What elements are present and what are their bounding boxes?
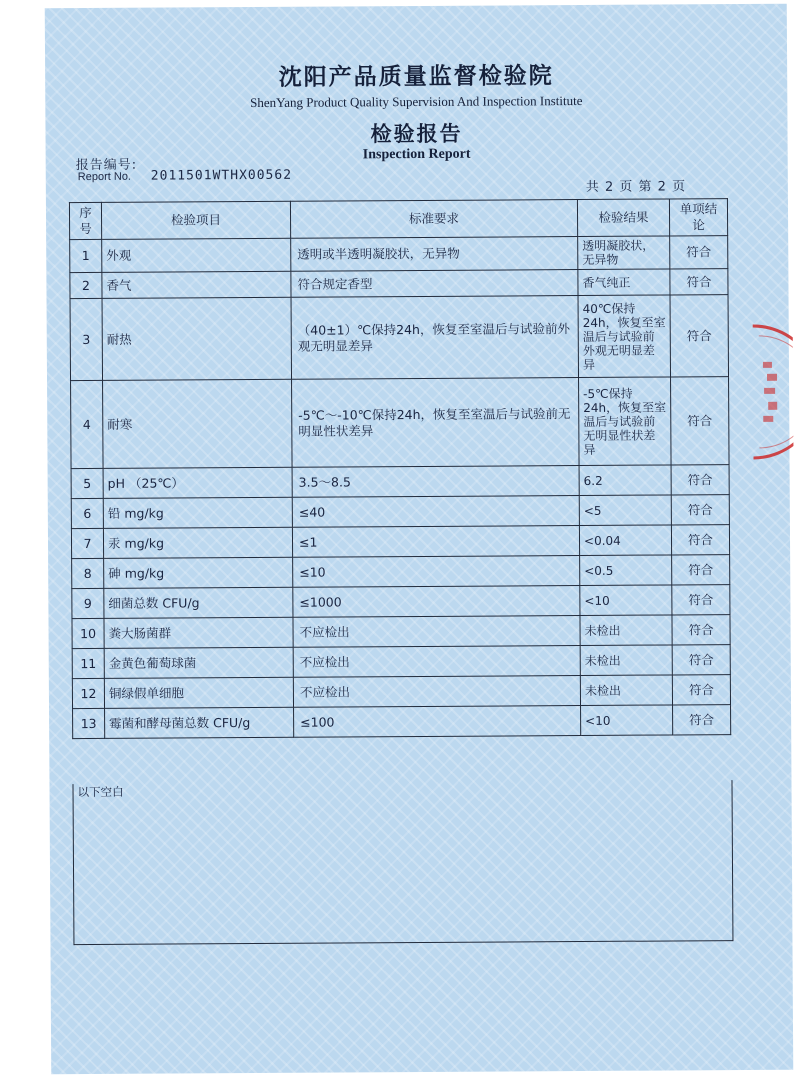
row-conclusion: 符合 <box>672 585 730 615</box>
row-conclusion: 符合 <box>671 495 729 525</box>
inspection-table <box>69 198 731 739</box>
row-item: 耐寒 <box>103 379 293 468</box>
header-item: 检验项目 <box>101 201 290 239</box>
table-row <box>72 675 730 709</box>
row-result: 未检出 <box>580 615 672 646</box>
row-requirement: 符合规定香型 <box>291 270 578 298</box>
row-result: <10 <box>580 585 672 616</box>
table-row <box>72 645 730 679</box>
row-requirement: 不应检出 <box>293 646 580 678</box>
row-no: 5 <box>71 468 103 498</box>
header-conclusion: 单项结论 <box>669 199 727 236</box>
blank-area <box>72 780 733 945</box>
row-result: <0.5 <box>580 555 672 586</box>
row-requirement: 不应检出 <box>293 676 580 708</box>
row-conclusion: 符合 <box>670 236 728 269</box>
row-conclusion: 符合 <box>672 615 730 645</box>
header-result: 检验结果 <box>577 199 669 237</box>
report-no-value: 2011501WTHX00562 <box>150 167 293 184</box>
report-title-cn: 检验报告 <box>370 121 463 147</box>
table-row <box>72 585 730 619</box>
report-title-en: Inspection Report <box>362 146 471 163</box>
table-row <box>71 465 729 499</box>
row-conclusion: 符合 <box>671 525 729 555</box>
table-row <box>72 555 730 589</box>
row-conclusion: 符合 <box>670 269 728 295</box>
report-no-label-en: Report No. <box>77 170 132 184</box>
row-conclusion: 符合 <box>672 555 730 585</box>
row-no: 12 <box>72 678 104 708</box>
table-row <box>73 705 731 739</box>
header-requirement: 标准要求 <box>290 200 577 239</box>
row-result: 未检出 <box>580 645 672 676</box>
row-item: 砷 mg/kg <box>104 557 293 588</box>
row-result: 6.2 <box>579 465 671 496</box>
row-conclusion: 符合 <box>671 377 730 465</box>
row-no: 2 <box>70 272 102 298</box>
table-row <box>71 525 729 559</box>
red-seal-stamp <box>723 322 794 462</box>
table-row <box>70 295 728 381</box>
row-no: 11 <box>72 648 104 678</box>
row-requirement: ≤100 <box>294 706 581 738</box>
row-requirement: 不应检出 <box>293 616 580 648</box>
row-requirement: -5℃～-10℃保持24h，恢复至室温后与试验前无明显性状差异 <box>292 378 580 468</box>
row-no: 3 <box>70 298 103 380</box>
row-result: <0.04 <box>579 525 671 556</box>
row-item: 香气 <box>102 271 291 298</box>
table-row <box>70 269 728 299</box>
row-no: 6 <box>71 498 103 528</box>
table-row <box>71 377 730 469</box>
table-header-row <box>69 199 727 240</box>
row-item: 耐热 <box>102 297 291 380</box>
row-requirement: （40±1）℃保持24h，恢复至室温后与试验前外观无明显差异 <box>291 296 578 380</box>
row-result: <10 <box>581 705 673 736</box>
row-requirement: ≤1 <box>292 526 579 558</box>
row-result: <5 <box>579 495 671 526</box>
row-item: 金黄色葡萄球菌 <box>104 647 293 678</box>
report-no-label-cn: 报告编号: <box>75 157 138 174</box>
row-requirement: ≤1000 <box>293 586 580 618</box>
row-no: 10 <box>72 618 104 648</box>
row-item: 粪大肠菌群 <box>104 617 293 648</box>
row-item: 外观 <box>102 238 291 272</box>
row-result: -5℃保持24h，恢复至室温后与试验前无明显性状差异 <box>579 377 672 466</box>
row-result: 40℃保持24h，恢复至室温后与试验前外观无明显差异 <box>578 295 670 378</box>
row-conclusion: 符合 <box>670 295 728 377</box>
row-requirement: 透明或半透明凝胶状，无异物 <box>291 237 578 272</box>
row-item: 霉菌和酵母菌总数 CFU/g <box>105 707 294 738</box>
row-conclusion: 符合 <box>672 675 730 705</box>
row-no: 1 <box>70 239 102 272</box>
report-page <box>45 4 793 1075</box>
table-row <box>72 615 730 649</box>
row-requirement: ≤10 <box>293 556 580 588</box>
row-item: 汞 mg/kg <box>103 527 292 558</box>
table-row <box>71 495 729 529</box>
header-no: 序号 <box>69 202 101 239</box>
row-conclusion: 符合 <box>672 645 730 675</box>
row-result: 透明凝胶状，无异物 <box>578 236 670 270</box>
row-conclusion: 符合 <box>673 705 731 735</box>
institute-name-cn: 沈阳产品质量监督检验院 <box>278 63 554 91</box>
institute-name-en: ShenYang Product Quality Supervision And Inspection Institute <box>250 92 583 111</box>
row-no: 7 <box>71 528 103 558</box>
row-requirement: 3.5～8.5 <box>292 466 579 498</box>
row-item: pH （25℃） <box>103 467 292 498</box>
row-no: 4 <box>71 380 104 468</box>
below-blank-note: 以下空白 <box>77 784 124 800</box>
row-no: 9 <box>72 588 104 618</box>
row-result: 香气纯正 <box>578 269 670 296</box>
table-row <box>70 236 728 273</box>
row-requirement: ≤40 <box>292 496 579 528</box>
row-result: 未检出 <box>580 675 672 706</box>
page-info: 共 2 页 第 2 页 <box>585 179 687 195</box>
row-no: 13 <box>73 708 105 738</box>
row-item: 细菌总数 CFU/g <box>104 587 293 618</box>
row-item: 铜绿假单细胞 <box>104 677 293 708</box>
row-conclusion: 符合 <box>671 465 729 495</box>
row-item: 铅 mg/kg <box>103 497 292 528</box>
row-no: 8 <box>72 558 104 588</box>
